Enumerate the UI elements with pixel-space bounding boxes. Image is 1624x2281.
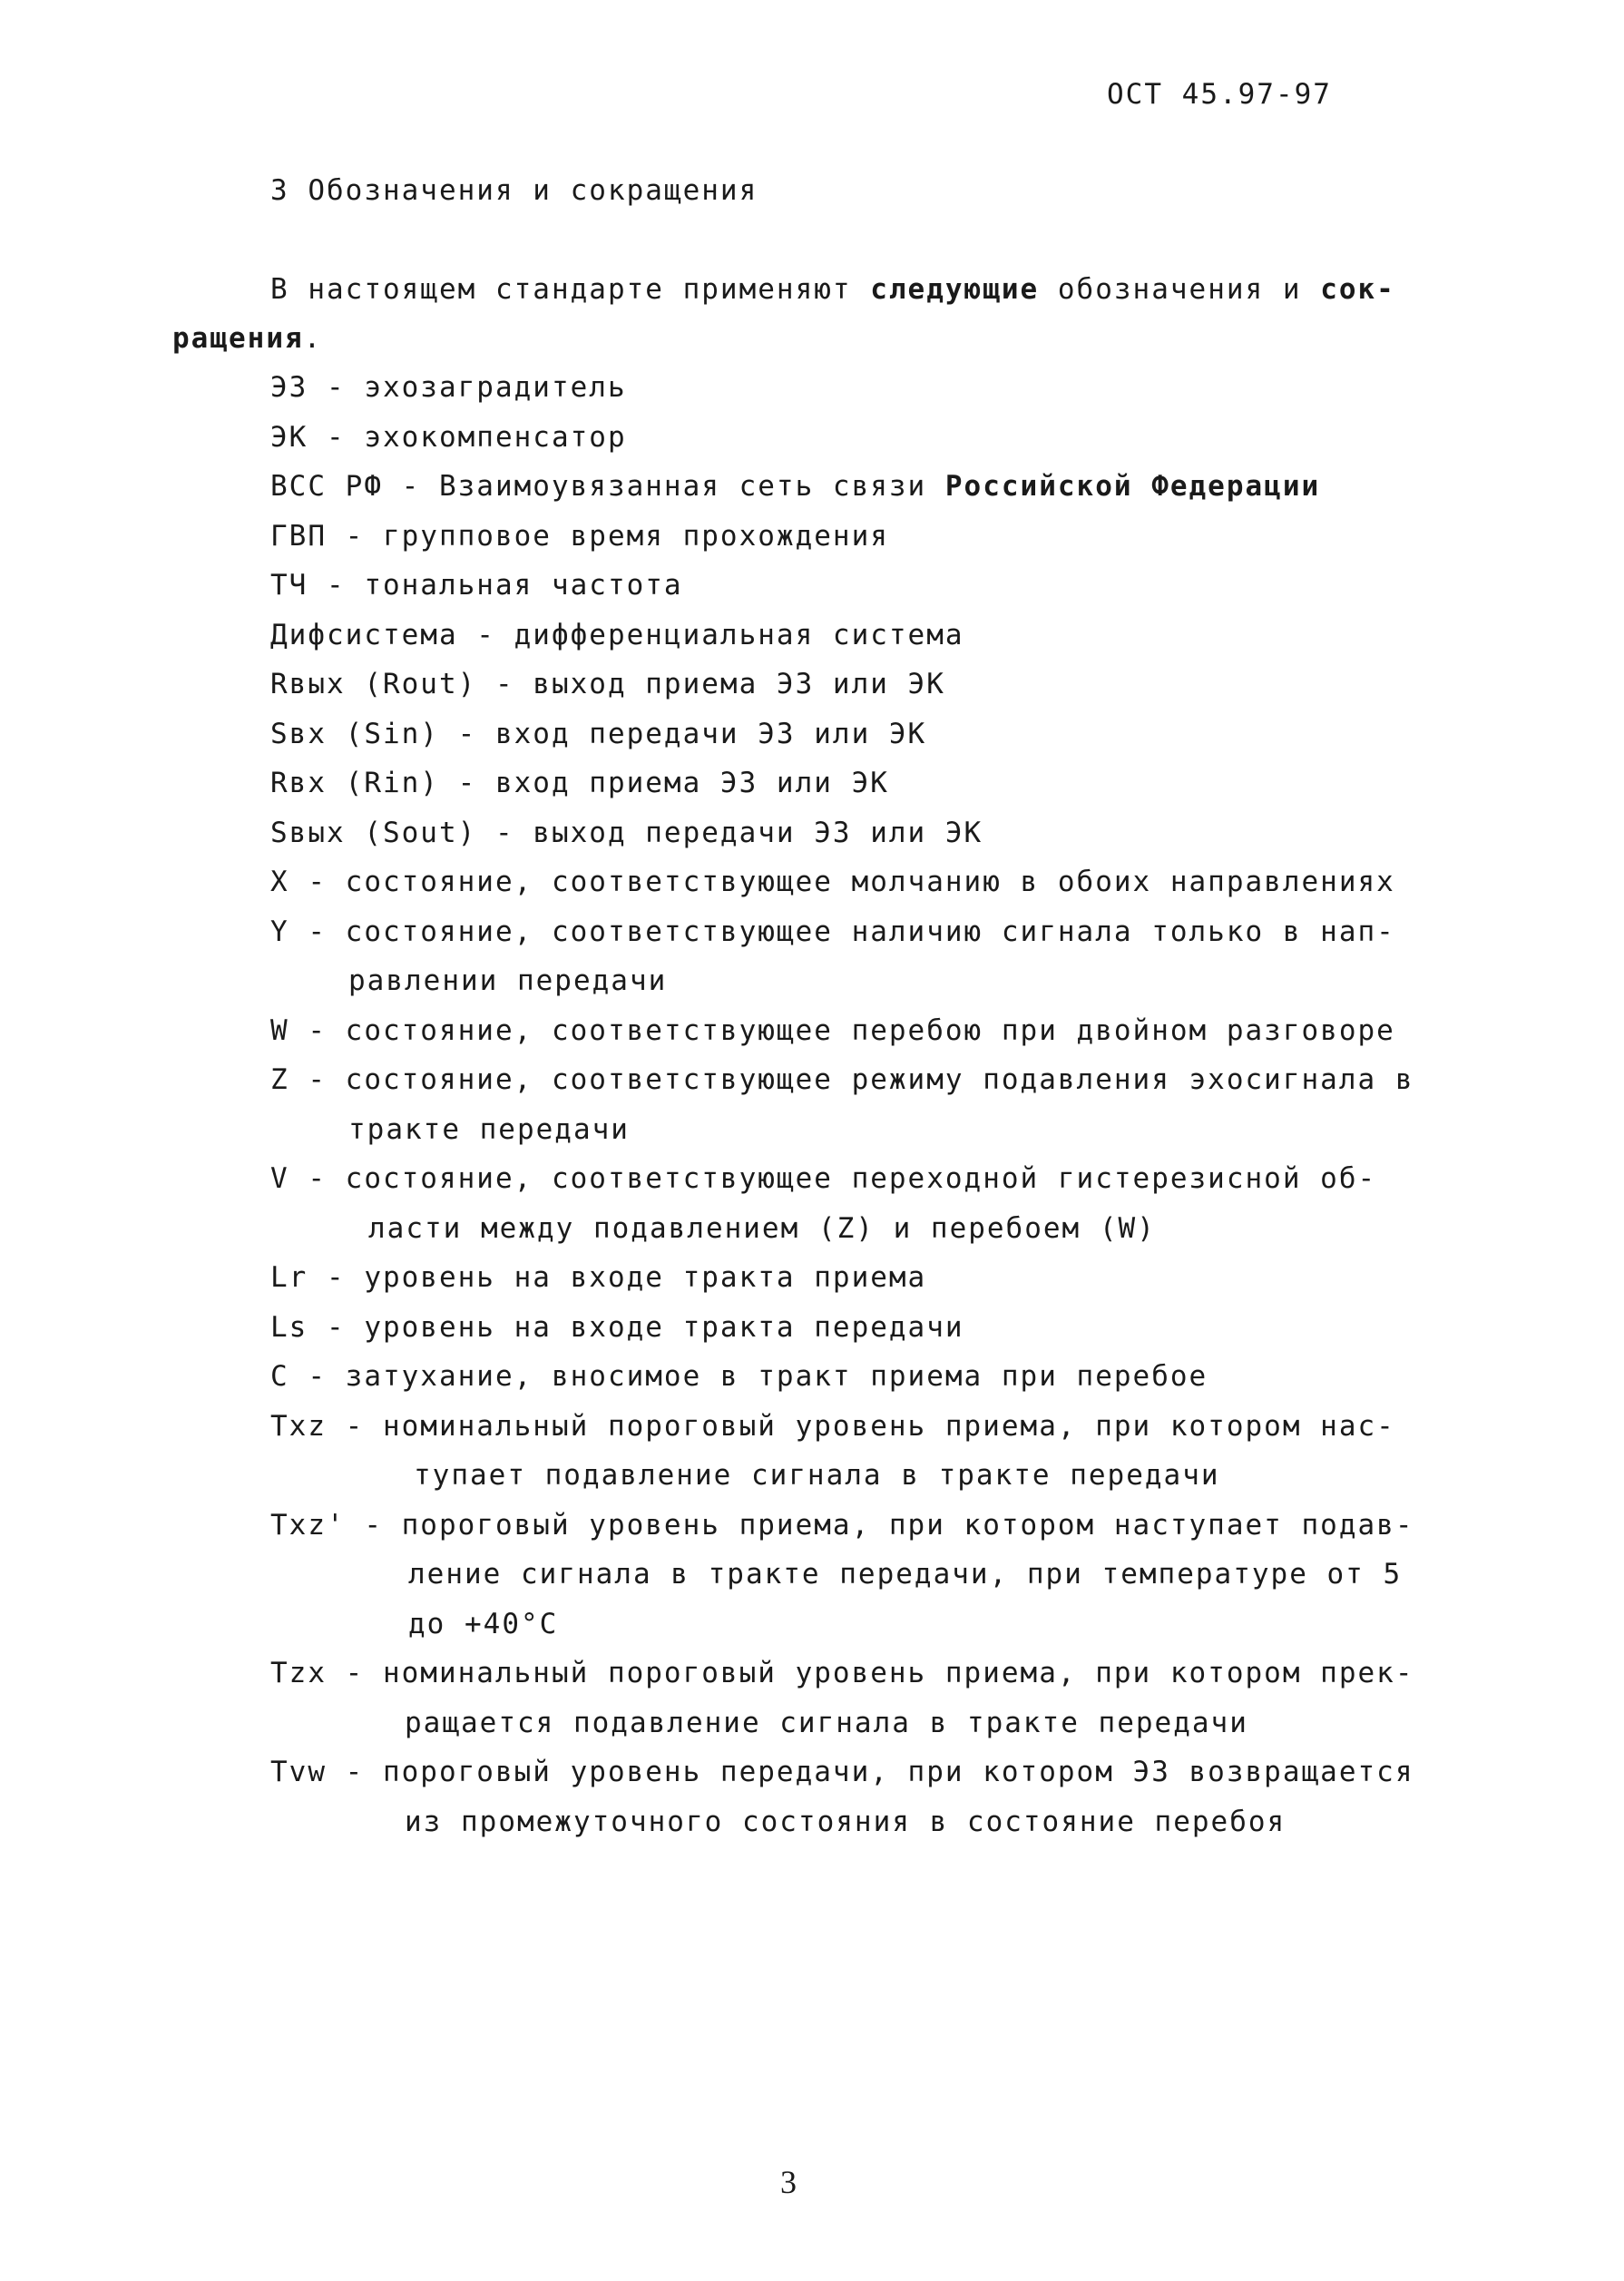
term-sin: Sвх (Sin) - вход передачи ЭЗ или ЭК bbox=[270, 717, 927, 750]
term-tzx-line-1: Tzx - номинальный пороговый уровень приема, при котором прек- bbox=[270, 1657, 1414, 1689]
intro-line-1 bbox=[172, 265, 1465, 314]
term-ez: ЭЗ - эхозаградитель bbox=[270, 371, 627, 404]
term-tvw bbox=[270, 1747, 1477, 1846]
term-txz-line-2: тупает подавление сигнала в тракте передачи bbox=[414, 1459, 1220, 1492]
intro-text: В настоящем стандарте применяют bbox=[270, 273, 871, 306]
term-z-line-2: тракте передачи bbox=[348, 1112, 630, 1146]
intro-text: . bbox=[303, 322, 323, 355]
term-x: X - состояние, соответствующее молчанию в обоих направлениях bbox=[270, 866, 1395, 898]
term-txz-prime-line-2: ление сигнала в тракте передачи, при температуре от 5 bbox=[408, 1558, 1403, 1591]
term-z bbox=[270, 1055, 1477, 1154]
term-y-line-2: равлении передачи bbox=[348, 964, 668, 997]
term-lr: Lr - уровень на входе тракта приема bbox=[270, 1261, 927, 1294]
intro-text-bold: сок- bbox=[1320, 273, 1395, 306]
term-rin: Rвх (Rin) - вход приема ЭЗ или ЭК bbox=[270, 767, 889, 799]
term-vss-text: ВСС РФ - Взаимоувязанная сеть связи bbox=[270, 470, 945, 503]
term-txz-line-1: Txz - номинальный пороговый уровень приема, при котором нас- bbox=[270, 1409, 1395, 1443]
term-vss-bold: Российской Федерации bbox=[944, 470, 1321, 503]
term-tvw-line-1: Tvw - пороговый уровень передачи, при котором ЭЗ возвращается bbox=[270, 1756, 1414, 1788]
term-v-line-1: V - состояние, соответствующее переходной гистерезисной об- bbox=[270, 1162, 1377, 1195]
term-ls: Ls - уровень на входе тракта передачи bbox=[270, 1310, 964, 1344]
term-txz-prime bbox=[270, 1501, 1477, 1650]
term-sout: Sвых (Sout) - выход передачи ЭЗ или ЭК bbox=[270, 816, 983, 849]
intro-text-bold: ращения bbox=[172, 322, 304, 355]
term-z-line-1: Z - состояние, соответствующее режиму подавления эхосигнала в bbox=[270, 1063, 1414, 1096]
term-vss bbox=[270, 462, 1477, 512]
intro-text-bold: следующие bbox=[870, 273, 1040, 306]
document-code: ОСТ 45.97-97 bbox=[1107, 78, 1332, 111]
term-difsystem: Дифсистема - дифференциальная система bbox=[270, 618, 964, 651]
term-w: W - состояние, соответствующее перебою при двойном разговоре bbox=[270, 1013, 1395, 1047]
term-c: C - затухание, вносимое в тракт приема при перебое bbox=[270, 1360, 1208, 1393]
term-ek: ЭК - эхокомпенсатор bbox=[270, 420, 627, 454]
term-rout: Rвых (Rout) - выход приема ЭЗ или ЭК bbox=[270, 668, 945, 700]
section-title: 3 Обозначения и сокращения bbox=[270, 174, 758, 207]
term-tvw-line-2: из промежуточного состояния в состояние перебоя bbox=[405, 1805, 1286, 1838]
intro-line-2 bbox=[172, 314, 1465, 363]
term-y-line-1: Y - состояние, соответствующее наличию сигнала только в нап- bbox=[270, 915, 1395, 948]
term-tzx-line-2: ращается подавление сигнала в тракте передачи bbox=[405, 1706, 1248, 1739]
term-tch: ТЧ - тональная частота bbox=[270, 569, 683, 602]
intro-paragraph bbox=[172, 265, 1465, 363]
intro-text: обозначения и bbox=[1039, 273, 1321, 306]
term-v bbox=[270, 1154, 1477, 1253]
term-v-line-2: ласти между подавлением (Z) и перебоем (W) bbox=[368, 1211, 1156, 1245]
abbreviation-list bbox=[270, 363, 1477, 1846]
term-gvp: ГВП - групповое время прохождения bbox=[270, 519, 889, 553]
term-txz-prime-line-1: Txz' - пороговый уровень приема, при котором наступает подав- bbox=[270, 1508, 1414, 1542]
term-txz bbox=[270, 1402, 1477, 1501]
term-y bbox=[270, 907, 1477, 1006]
term-txz-prime-line-3: до +40°C bbox=[408, 1607, 559, 1640]
page-number: 3 bbox=[780, 2164, 797, 2200]
term-tzx bbox=[270, 1649, 1477, 1747]
